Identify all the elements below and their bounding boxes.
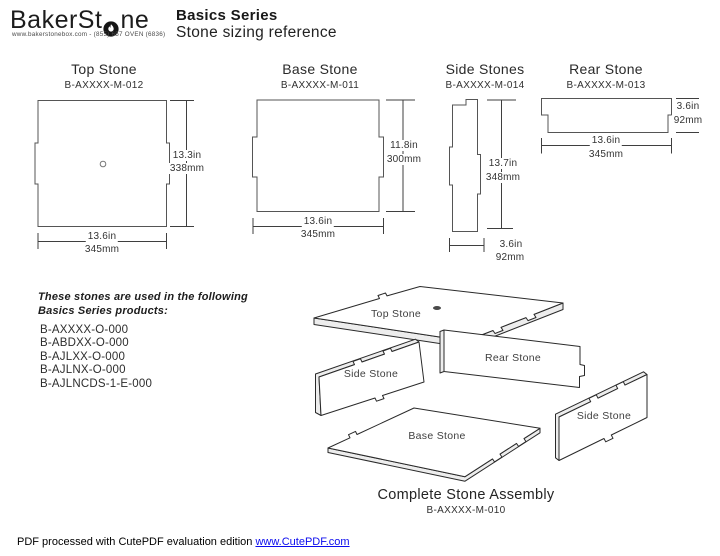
top-stone-drawing bbox=[35, 101, 170, 227]
products-heading-line2: Basics Series products: bbox=[38, 305, 168, 317]
base-stone-drawing bbox=[253, 100, 384, 212]
side-width-mm: 92mm bbox=[495, 252, 525, 263]
list-item: B-AJLXX-O-000 bbox=[40, 350, 126, 363]
assembly-label-side-stone-right: Side Stone bbox=[576, 410, 632, 422]
side-width-in: 3.6in bbox=[499, 239, 523, 250]
page-title: Stone sizing reference bbox=[176, 24, 337, 41]
logo-text-right: ne bbox=[120, 6, 150, 34]
products-heading bbox=[38, 290, 248, 318]
assembly-label-base-stone: Base Stone bbox=[408, 430, 466, 442]
side-stones-title: Side Stones bbox=[445, 61, 525, 77]
products-list bbox=[40, 324, 152, 391]
side-stone-drawing bbox=[450, 100, 481, 232]
side-stones-code: B-AXXXX-M-014 bbox=[445, 80, 525, 91]
cutepdf-footer bbox=[17, 536, 350, 548]
base-stone-code: B-AXXXX-M-011 bbox=[280, 80, 360, 91]
rear-stone-code: B-AXXXX-M-013 bbox=[566, 80, 646, 91]
side-height-mm: 348mm bbox=[485, 171, 521, 183]
series-title: Basics Series bbox=[176, 7, 278, 24]
logo-text-left: BakerSt bbox=[10, 6, 103, 34]
base-height-mm: 300mm bbox=[386, 153, 422, 165]
top-stone-title: Top Stone bbox=[71, 61, 137, 77]
assembly-label-side-stone-left: Side Stone bbox=[343, 368, 399, 380]
top-height-mm: 338mm bbox=[169, 163, 205, 174]
flame-icon bbox=[103, 15, 119, 31]
list-item: B-ABDXX-O-000 bbox=[40, 337, 129, 350]
assembly-title: Complete Stone Assembly bbox=[377, 487, 555, 503]
list-item: B-AXXXX-O-000 bbox=[40, 324, 129, 336]
base-height-in: 11.8in bbox=[390, 140, 418, 151]
top-height-in: 13.3in bbox=[172, 150, 202, 161]
base-width-in: 13.6in bbox=[303, 215, 333, 227]
assembly-label-rear-stone: Rear Stone bbox=[484, 352, 542, 364]
side-height-in: 13.7in bbox=[488, 158, 518, 169]
rear-height-in: 3.6in bbox=[676, 101, 700, 112]
top-stone-code: B-AXXXX-M-012 bbox=[64, 80, 144, 91]
products-heading-line1: These stones are used in the following bbox=[38, 291, 248, 303]
footer-text: PDF processed with CutePDF evaluation edition bbox=[17, 536, 256, 548]
base-stone-title: Base Stone bbox=[282, 61, 358, 77]
rear-height-mm: 92mm bbox=[673, 114, 703, 126]
assembly-label-top-stone: Top Stone bbox=[371, 308, 421, 320]
brand-tagline: www.bakerstonebox.com - (855) 657 OVEN (6836) bbox=[12, 31, 166, 38]
list-item: B-AJLNX-O-000 bbox=[40, 364, 126, 377]
rear-width-in: 13.6in bbox=[591, 134, 621, 146]
assembly-code: B-AXXXX-M-010 bbox=[426, 505, 506, 516]
top-width-in: 13.6in bbox=[87, 230, 117, 242]
top-width-mm: 345mm bbox=[84, 244, 120, 255]
list-item: B-AJLNCDS-1-E-000 bbox=[40, 377, 153, 390]
rear-stone-title: Rear Stone bbox=[569, 61, 643, 77]
rear-stone-drawing bbox=[542, 99, 672, 133]
cutepdf-link[interactable]: www.CutePDF.com bbox=[255, 536, 350, 548]
base-width-mm: 345mm bbox=[300, 229, 336, 240]
rear-width-mm: 345mm bbox=[588, 148, 624, 160]
